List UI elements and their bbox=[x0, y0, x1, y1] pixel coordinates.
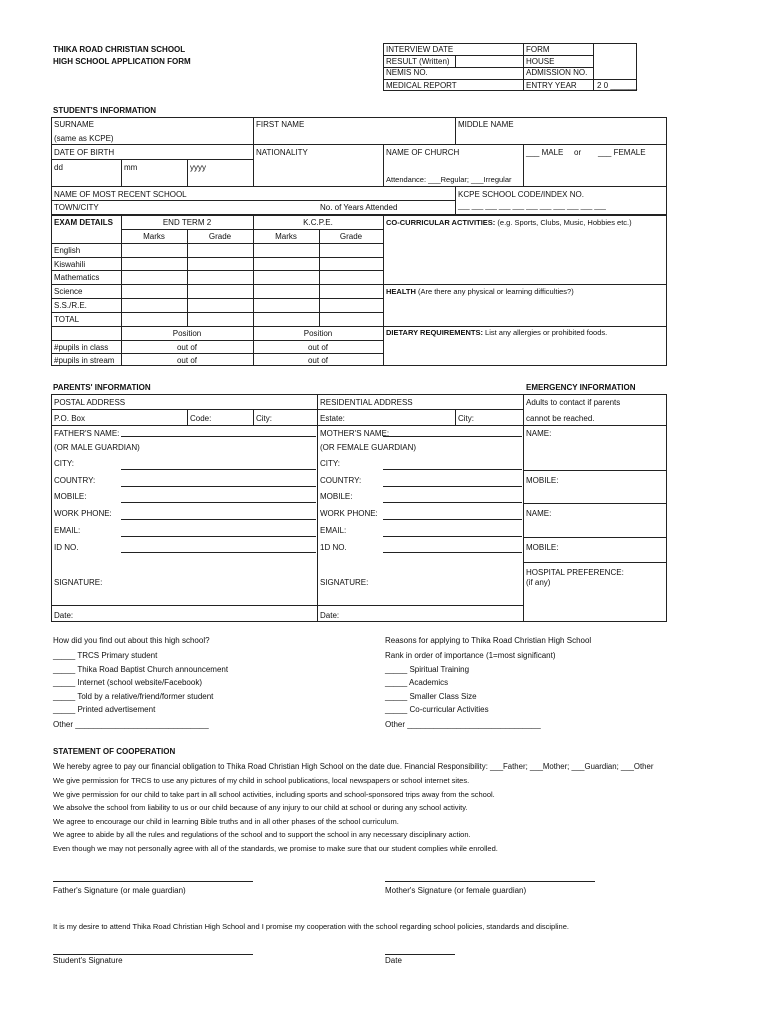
years-attended-label: No. of Years Attended bbox=[320, 203, 398, 212]
mother-name-label: MOTHER'S NAME: bbox=[320, 429, 390, 438]
interview-date-label: INTERVIEW DATE bbox=[386, 45, 454, 54]
student-desire-statement: It is my desire to attend Thika Road Christian High School and I promise my cooperation with the school regarding school policies, standards and discipline. bbox=[53, 922, 569, 931]
kcpe-grade-header: Grade bbox=[339, 232, 363, 241]
found-out-option[interactable]: _____ Thika Road Baptist Church announcement bbox=[53, 665, 229, 674]
hospital-preference-label: HOSPITAL PREFERENCE: bbox=[526, 568, 624, 577]
reason-option[interactable]: _____ Co-curricular Activities bbox=[385, 705, 489, 714]
father-signature-caption: Father's Signature (or male guardian) bbox=[53, 886, 186, 895]
cooperation-line: We agree to encourage our child in learning Bible truths and in all other phases of the school curriculum. bbox=[53, 817, 399, 826]
cocurricular-label: CO-CURRICULAR ACTIVITIES: bbox=[386, 218, 496, 227]
cocurricular-field bbox=[386, 218, 632, 228]
reason-option[interactable]: _____ Smaller Class Size bbox=[385, 692, 477, 701]
mother-signature-label: SIGNATURE: bbox=[320, 578, 369, 587]
end-term-marks-header: Marks bbox=[143, 232, 165, 241]
medical-report-label: MEDICAL REPORT bbox=[386, 81, 457, 90]
cocurricular-hint: (e.g. Sports, Clubs, Music, Hobbies etc.) bbox=[497, 218, 632, 227]
found-out-option[interactable]: _____ Internet (school website/Facebook) bbox=[53, 678, 202, 687]
father-city-label: CITY: bbox=[54, 459, 75, 468]
reason-option[interactable]: _____ Spiritual Training bbox=[385, 665, 470, 674]
entry-year-label: ENTRY YEAR bbox=[526, 81, 577, 90]
residential-address-label: RESIDENTIAL ADDRESS bbox=[320, 398, 413, 407]
dietary-label: DIETARY REQUIREMENTS: bbox=[386, 328, 483, 337]
kcpe-position: Position bbox=[303, 329, 333, 338]
cooperation-line: We give permission for TRCS to use any pictures of my child in school publications, local newspapers or school internet sites. bbox=[53, 776, 470, 785]
pupils-class-label: #pupils in class bbox=[54, 343, 109, 352]
estate-label: Estate: bbox=[320, 414, 345, 423]
father-date-label: Date: bbox=[54, 611, 74, 620]
emergency-mobile-2-label: MOBILE: bbox=[526, 543, 559, 552]
dob-dd: dd bbox=[54, 163, 63, 172]
found-out-option[interactable]: _____ Told by a relative/friend/former student bbox=[53, 692, 214, 701]
cooperation-line: We hereby agree to pay our financial obligation to Thika Road Christian High School on the date due. Financial Responsibility: ___Father; ___Mother; ___Guardian; ___Other bbox=[53, 762, 654, 771]
code-label: Code: bbox=[190, 414, 212, 423]
dob-yyyy: yyyy bbox=[190, 163, 206, 172]
emergency-mobile-1-label: MOBILE: bbox=[526, 476, 559, 485]
form-title: HIGH SCHOOL APPLICATION FORM bbox=[53, 57, 191, 66]
father-name-label: FATHER'S NAME: bbox=[54, 429, 120, 438]
end-term-header: END TERM 2 bbox=[162, 218, 212, 227]
mother-city-label: CITY: bbox=[320, 459, 341, 468]
recent-school-label: NAME OF MOST RECENT SCHOOL bbox=[54, 190, 187, 199]
middle-name-label: MIDDLE NAME bbox=[458, 120, 514, 129]
student-section-title: STUDENT'S INFORMATION bbox=[53, 106, 157, 115]
kcpe-code-label: KCPE SCHOOL CODE/INDEX NO. bbox=[458, 190, 584, 199]
residential-city-label: City: bbox=[458, 414, 474, 423]
dietary-hint: List any allergies or prohibited foods. bbox=[485, 328, 608, 337]
mother-signature-caption: Mother's Signature (or female guardian) bbox=[385, 886, 527, 895]
student-date-caption: Date bbox=[385, 956, 402, 965]
house-label: HOUSE bbox=[526, 57, 555, 66]
attendance-label: Attendance: ___Regular; ___Irregular bbox=[386, 175, 512, 184]
dietary-field bbox=[386, 328, 607, 338]
mother-email-label: EMAIL: bbox=[320, 526, 347, 535]
result-written-label: RESULT (Written) bbox=[386, 57, 450, 66]
adults-contact-line1: Adults to contact if parents bbox=[526, 398, 621, 407]
form-label: FORM bbox=[526, 45, 550, 54]
end-term-stream-out-of: out of bbox=[176, 356, 197, 365]
mother-work-phone-label: WORK PHONE: bbox=[320, 509, 378, 518]
found-out-other[interactable]: Other ______________________________ bbox=[53, 720, 209, 729]
reasons-instruction: Rank in order of importance (1=most significant) bbox=[385, 651, 556, 660]
mother-country-label: COUNTRY: bbox=[320, 476, 362, 485]
dob-mm: mm bbox=[124, 163, 138, 172]
postal-city-label: City: bbox=[256, 414, 272, 423]
first-name-label: FIRST NAME bbox=[256, 120, 305, 129]
parents-section-title: PARENTS' INFORMATION bbox=[53, 383, 151, 392]
nemis-no-label: NEMIS NO. bbox=[386, 68, 428, 77]
po-box-label: P.O. Box bbox=[54, 414, 85, 423]
admission-no-label: ADMISSION NO. bbox=[526, 68, 588, 77]
subject-row: S.S./R.E. bbox=[54, 301, 87, 310]
adults-contact-line2: cannot be reached. bbox=[526, 414, 595, 423]
male-guardian-label: (OR MALE GUARDIAN) bbox=[54, 443, 140, 452]
subject-row: Science bbox=[54, 287, 83, 296]
reasons-question: Reasons for applying to Thika Road Christian High School bbox=[385, 636, 592, 645]
subject-row: Kiswahili bbox=[54, 260, 86, 269]
kcpe-stream-out-of: out of bbox=[307, 356, 328, 365]
health-hint: (Are there any physical or learning difficulties?) bbox=[417, 287, 574, 296]
pupils-stream-label: #pupils in stream bbox=[54, 356, 115, 365]
town-city-label: TOWN/CITY bbox=[54, 203, 99, 212]
mother-id-label: 1D NO. bbox=[320, 543, 347, 552]
health-field bbox=[386, 287, 574, 297]
surname-note: (same as KCPE) bbox=[54, 134, 114, 143]
reason-option[interactable]: _____ Academics bbox=[385, 678, 449, 687]
kcpe-marks-header: Marks bbox=[275, 232, 297, 241]
surname-label: SURNAME bbox=[54, 120, 95, 129]
father-work-phone-label: WORK PHONE: bbox=[54, 509, 112, 518]
father-id-label: ID NO. bbox=[54, 543, 79, 552]
entry-year-value[interactable]: 2 0 ______ bbox=[597, 81, 638, 90]
female-guardian-label: (OR FEMALE GUARDIAN) bbox=[320, 443, 417, 452]
emergency-name-2-label: NAME: bbox=[526, 509, 552, 518]
end-term-position: Position bbox=[172, 329, 202, 338]
father-country-label: COUNTRY: bbox=[54, 476, 96, 485]
reason-other[interactable]: Other ______________________________ bbox=[385, 720, 541, 729]
mother-mobile-label: MOBILE: bbox=[320, 492, 353, 501]
female-option[interactable]: ___ FEMALE bbox=[598, 148, 646, 157]
end-term-grade-header: Grade bbox=[208, 232, 232, 241]
end-term-class-out-of: out of bbox=[176, 343, 197, 352]
mother-date-label: Date: bbox=[320, 611, 340, 620]
found-out-option[interactable]: _____ TRCS Primary student bbox=[53, 651, 158, 660]
student-signature-caption: Student's Signature bbox=[53, 956, 123, 965]
found-out-option[interactable]: _____ Printed advertisement bbox=[53, 705, 156, 714]
school-name: THIKA ROAD CHRISTIAN SCHOOL bbox=[53, 45, 186, 54]
father-signature-label: SIGNATURE: bbox=[54, 578, 103, 587]
male-option[interactable]: ___ MALE bbox=[526, 148, 564, 157]
kcpe-header: K.C.P.E. bbox=[303, 218, 333, 227]
emergency-section-title: EMERGENCY INFORMATION bbox=[526, 383, 636, 392]
cooperation-line: We absolve the school from liability to us or our child because of any injury to our child at school or during any school activity. bbox=[53, 803, 468, 812]
cooperation-line: We give permission for our child to take part in all school activities, including sports and school-sponsored trips away from the school. bbox=[53, 790, 495, 799]
found-out-question: How did you find out about this high school? bbox=[53, 636, 210, 645]
nationality-label: NATIONALITY bbox=[256, 148, 308, 157]
kcpe-class-out-of: out of bbox=[307, 343, 328, 352]
hospital-if-any: (if any) bbox=[526, 578, 551, 587]
cooperation-title: STATEMENT OF COOPERATION bbox=[53, 747, 176, 756]
exam-details-title: EXAM DETAILS bbox=[54, 218, 113, 227]
subject-row: English bbox=[54, 246, 81, 255]
dob-label: DATE OF BIRTH bbox=[54, 148, 115, 157]
cooperation-line: Even though we may not personally agree with all of the standards, we promise to make sure that our student complies while enrolled. bbox=[53, 844, 498, 853]
father-mobile-label: MOBILE: bbox=[54, 492, 87, 501]
emergency-name-1-label: NAME: bbox=[526, 429, 552, 438]
subject-row: TOTAL bbox=[54, 315, 80, 324]
subject-row: Mathematics bbox=[54, 273, 100, 282]
gender-or: or bbox=[574, 148, 582, 157]
cooperation-line: We agree to abide by all the rules and regulations of the school and to support the school in any necessary disciplinary action. bbox=[53, 830, 471, 839]
father-email-label: EMAIL: bbox=[54, 526, 81, 535]
church-label: NAME OF CHURCH bbox=[386, 148, 460, 157]
health-label: HEALTH bbox=[386, 287, 416, 296]
kcpe-code-blanks[interactable]: ___ ___ ___ ___ ___ ___ ___ ___ ___ ___ ___ bbox=[458, 203, 606, 210]
postal-address-label: POSTAL ADDRESS bbox=[54, 398, 126, 407]
